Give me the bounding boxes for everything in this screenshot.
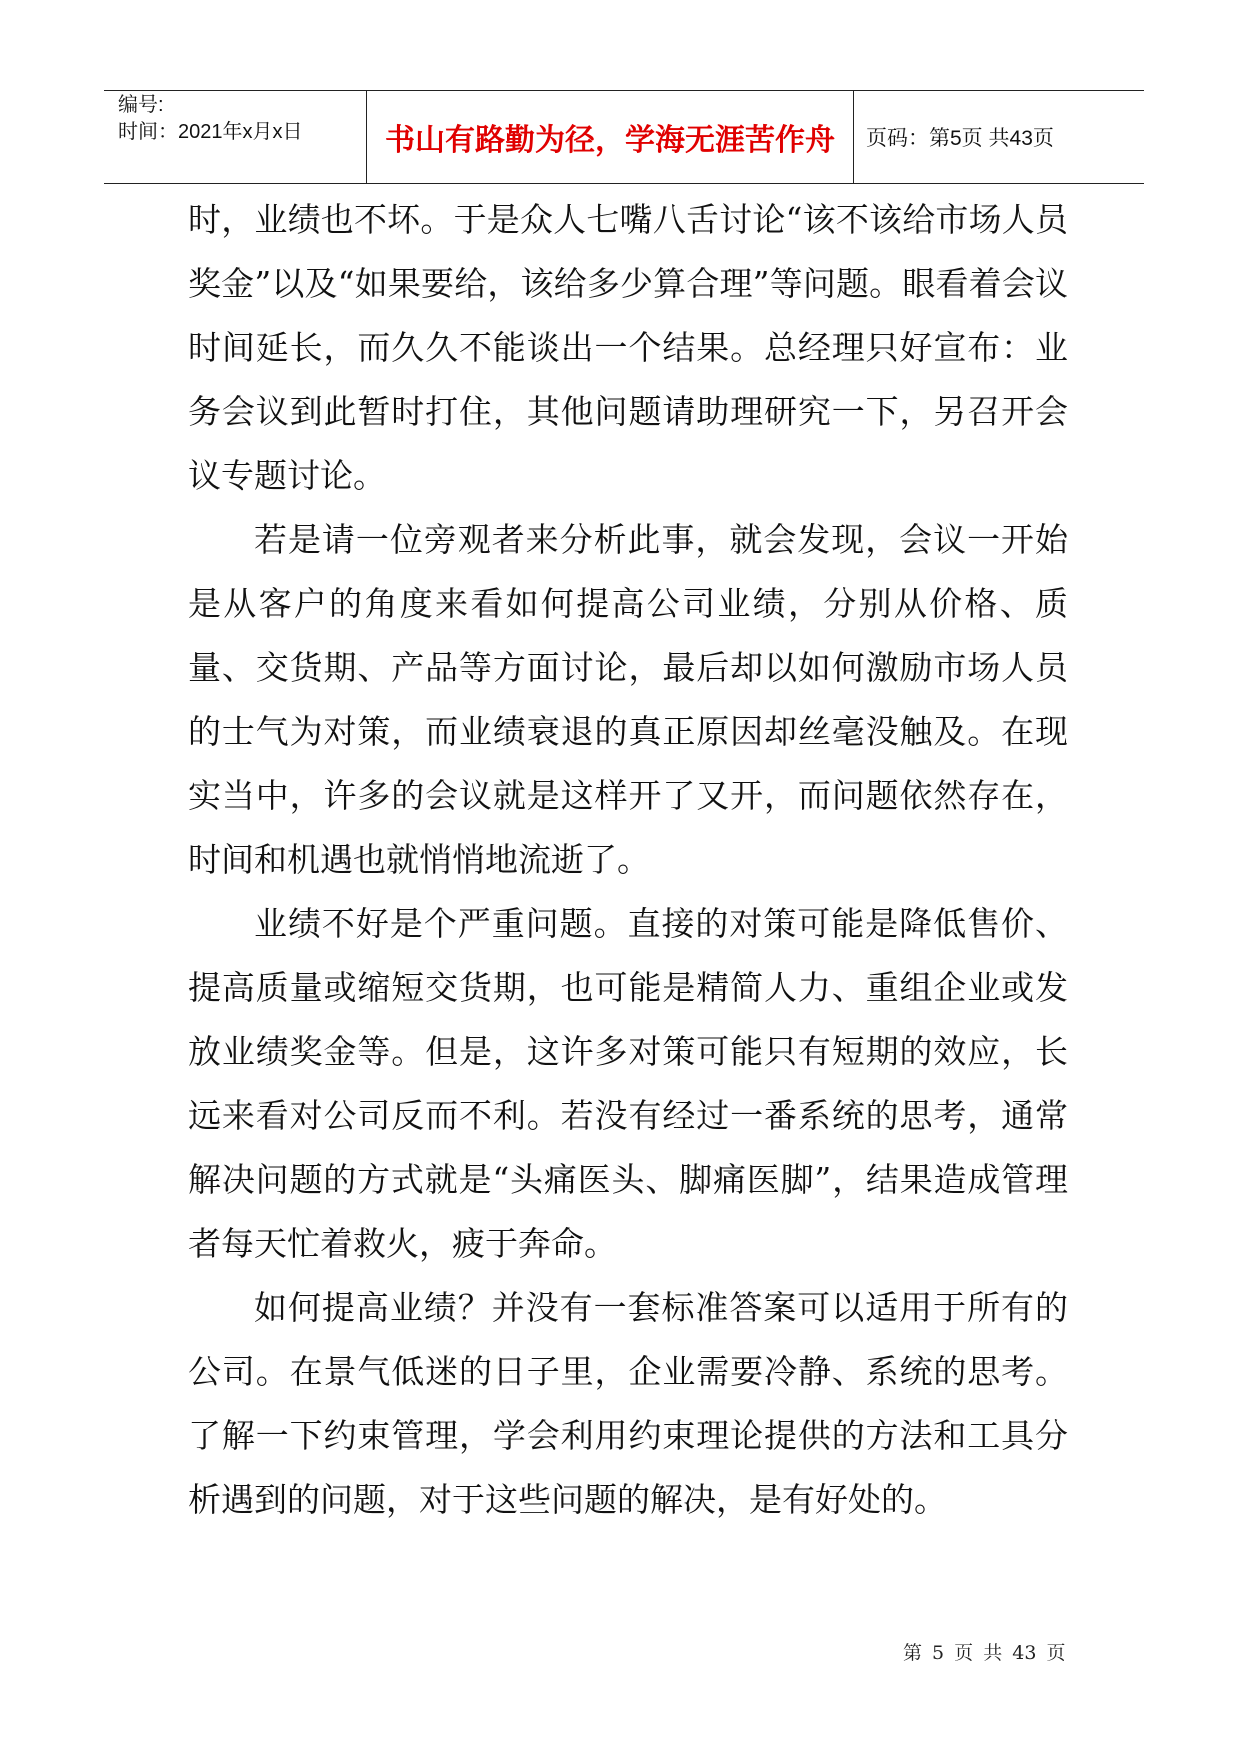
paragraph: 如何提高业绩？并没有一套标准答案可以适用于所有的公司。在景气低迷的日子里，企业需要冷静、系统的思考。了解一下约束管理，学会利用约束理论提供的方法和工具分析遇到的问题，对于这些问题的解决，是有好处的。 xyxy=(188,1288,1068,1519)
serial-label: 编号: xyxy=(118,94,164,116)
page-footer xyxy=(903,1638,1065,1665)
page-header xyxy=(104,90,1144,184)
header-motto-cell xyxy=(367,91,854,183)
paragraph: 业绩不好是个严重问题。直接的对策可能是降低售价、提高质量或缩短交货期，也可能是精简人力、重组企业或发放业绩奖金等。但是，这许多对策可能只有短期的效应，长远来看对公司反而不利。若没有经过一番系统的思考，通常解决问题的方式就是“头痛医头、脚痛医脚”，结果造成管理者每天忙着救火，疲于奔命。 xyxy=(188,904,1068,1263)
paragraph-continuation: 时，业绩也不坏。于是众人七嘴八舌讨论“该不该给市场人员奖金”以及“如果要给，该给多少算合理”等问题。眼看着会议时间延长，而久久不能谈出一个结果。总经理只好宣布：业务会议到此暂时打住，其他问题请助理研究一下，另召开会议专题讨论。 xyxy=(188,200,1068,495)
motto-text: 书山有路勤为径，学海无涯苦作舟 xyxy=(385,123,835,158)
document-body xyxy=(188,188,1068,1532)
header-page-cell xyxy=(854,91,1144,183)
header-meta xyxy=(104,91,367,183)
paragraph: 若是请一位旁观者来分析此事，就会发现，会议一开始是从客户的角度来看如何提高公司业绩，分别从价格、质量、交货期、产品等方面讨论，最后却以如何激励市场人员的士气为对策，而业绩衰退的真正原因却丝毫没触及。在现实当中，许多的会议就是这样开了又开，而问题依然存在，时间和机遇也就悄悄地流逝了。 xyxy=(188,520,1068,879)
page-info: 页码：第5页 共43页 xyxy=(866,127,1054,150)
footer-page-number: 第 5 页 共 43 页 xyxy=(903,1642,1066,1664)
date-label: 时间：2021年x月x日 xyxy=(118,121,303,143)
